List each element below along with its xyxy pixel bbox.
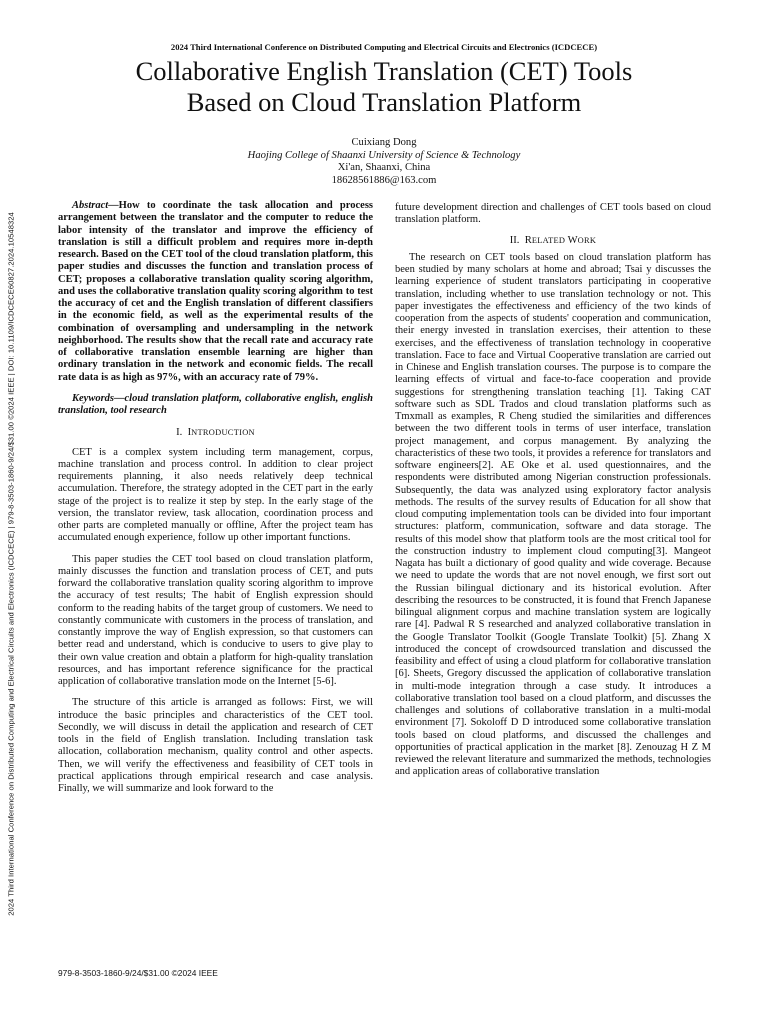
intro-paragraph-3: The structure of this article is arranged as follows: First, we will introduce the basic principles and characteristics of the CET tool. Secondly, we will discuss in detail the application and research of CET tools in the field of English translation. Including translation task allocation, collaboration mechanism, quality control and other aspects. Then, we will verify the effectiveness and feasibility of CET tools in practical applications through empirical research and case analysis. Finally, we will summarize and look forward to the xyxy=(58,697,373,794)
author-location: Xi'an, Shaanxi, China xyxy=(337,162,431,174)
abstract xyxy=(58,200,373,384)
section-number: I. xyxy=(176,427,183,439)
section-heading-related-work xyxy=(395,235,711,247)
keywords-label: Keywords xyxy=(72,392,114,404)
side-doi-text: 2024 Third International Conference on Distributed Computing and Electrical Circuits and Electronics (ICDCECE) | 979-8-3503-1860-9/24/$31.00 ©2024 IEEE | DOI: 10.1109/ICDCECE60827.2024.10548324 xyxy=(6,212,16,916)
abstract-label: Abstract xyxy=(72,200,109,211)
keywords-text: —cloud translation platform, collaborative english, english translation, tool research xyxy=(58,392,373,416)
title-line-2: Based on Cloud Translation Platform xyxy=(186,87,582,117)
section-number: II. xyxy=(509,234,520,246)
intro-paragraph-1: CET is a complex system including term management, corpus, machine translation and process control. In addition to clear project requirements planning, it also needs relatively deep technical accumulation. Therefore, the strategy adopted in the CET part in the early stage of the project is to realize it step by step. In the early stage of the version, the translator review, task allocation, coordination process and other parts are completed manually or offline, After the project team has accumulated enough experience, follow up other important functions. xyxy=(58,446,373,544)
author-email: 18628561886@163.com xyxy=(331,174,437,186)
section-title-rest: ELATED xyxy=(531,235,568,245)
paper-title xyxy=(60,56,708,118)
right-column xyxy=(395,202,711,779)
section-title-initial: I xyxy=(187,427,192,439)
side-doi-strip xyxy=(4,148,18,980)
conference-header: 2024 Third International Conference on Distributed Computing and Electrical Circuits and Electronics (ICDCECE) xyxy=(170,42,598,52)
related-work-paragraph-1: The research on CET tools based on cloud translation platform has been studied by many scholars at home and abroad; Tsai y discusses the learning experience of student translators participating in cooperative translation, including whether to use translation technology or not. This paper investigates the effectiveness and efficiency of the two kinds of cooperation from the aspects of students' cooperation and communication, their energy invested in translation exercises, their attention to these exercises, and the effectiveness of translation technology in cooperative translation. Face to face and Virtual Cooperative translation are carried out in Chinese and English translation courses. The purpose is to compare the learning effects of virtual and face-to-face cooperation and provide suggestions for strengthening translation teaching [1]. Taking CAT software such as SDL Trados and cloud translation platforms such as Tmxmall as examples, R Cheng studied the similarities and differences between the two different tools in terms of user interface, translation project management, and corpus management. By analyzing the characteristics of these two tools, it provides a reference for translators and software engineers[2]. AE Oke et al. used questionnaires, and the respondents were distributed among Nigerian construction professionals. Subsequently, the data was analyzed using exploratory factor analysis methods. The results of the survey results of Education for all show that cloud computing implementation tools can be divided into four important structures: platform, communication, software and data storage. The results of this model show that platform tools are the most critical tool for the construction industry to implement cloud computing[3]. Mangeot Nagata has built a dictionary of good quality and wide coverage. Because we need to update the words that are not novel enough, we first sort out the Russian bilingual dictionary and its historical evolution. After describing the resources to be constructed, it is found that French Japanese bilingual alignment corpus and machine translation system are logically rare [4]. Padwal R S researched and analyzed collaborative translation in the Google Translator Toolkit (Google Translate Toolkit) [5]. Zhang X introduced the concept of crowdsourced translation and discussed the feasibility and effect of using a cloud platform for collaborative translation [6]. Sheets, Gregory discussed the application of collaborative translation in multi-mode integration through a case study. It introduces a collaborative translation tool based on a cloud platform, and discusses the challenges and solutions of collaborative translation in a multi-modal environment [7]. Sokoloff D D introduced some collaborative translation tools based on cloud platforms, and discussed the challenges and opportunities of practical application in the market [8]. Zenouzag H Z M reviewed the relevant literature and summarized the methods, technologies and application areas of collaborative translation xyxy=(395,251,711,778)
copyright-footer: 979-8-3503-1860-9/24/$31.00 ©2024 IEEE xyxy=(58,968,218,978)
keywords xyxy=(58,393,373,418)
abstract-text: —How to coordinate the task allocation and process arrangement between the translator and the computer to reduce the labor intensity of the translator and improve the efficiency of translation is still a difficult problem and requires more in-depth research. Based on the CET tool of the cloud translation platform, this paper studies and discusses the function and translation process of CET; proposes a collaborative translation quality scoring algorithm, and uses the collaborative translation quality scoring algorithm to test the accuracy of cet and the English translation of different classifiers in the economic field, as well as the experimental results of the combination of oversampling and undersampling in the network neighborhood. The results show that the recall rate and accuracy rate of collaborative translation ensemble learning are higher than ordinary translation in the network and economic fields. The recall rate data is as high as 97%, with an accuracy rate of 79%. xyxy=(58,200,373,383)
left-column xyxy=(58,200,373,795)
section-title-rest: NTRODUCTION xyxy=(191,428,255,438)
section-title-initial-2: W xyxy=(567,234,578,246)
author-block xyxy=(0,137,768,187)
intro-paragraph-2: This paper studies the CET tool based on cloud translation platform, mainly discusses the function and translation process of CET, and puts forward the collaborative translation quality scoring algorithm to improve the accuracy of test results; The habit of English expression should conform to the reading habits of the target group of customers. We need to constantly communicate with customers in the process of translation, and constantly improve the way of English expression, so that customers can better read and understand, which is conducive to users to give play to their own value creation and obtain a platform for high-quality translation resources, and has important reference significance for the practical application of collaborative translation mode on the Internet [5-6]. xyxy=(58,553,373,687)
section-title-initial: R xyxy=(524,234,532,246)
section-heading-introduction xyxy=(58,427,373,439)
author-name: Cuixiang Dong xyxy=(351,137,417,148)
section-title-rest-2: ORK xyxy=(577,235,597,245)
intro-continuation: future development direction and challenges of CET tools based on cloud translation platform. xyxy=(395,202,711,226)
author-affiliation: Haojing College of Shaanxi University of Science & Technology xyxy=(247,149,521,161)
title-line-1: Collaborative English Translation (CET) Tools xyxy=(135,56,633,86)
